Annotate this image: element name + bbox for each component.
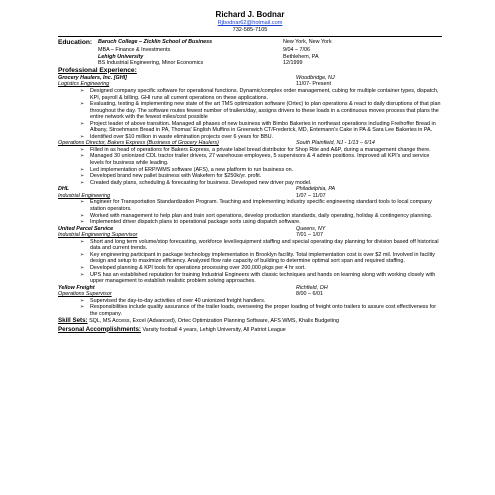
job-location: Philadelphia, PA [296,186,336,193]
job-bullet: ➢ Led implementation of ERP/WMS software (AFS), a new platform to run business on. [58,167,442,174]
job-bullet: ➢ Project leader of above transition. Managed all phases of new business with Bimbo Bakeries in northeast operations including Freihoffer Bread in Albany, Stroehmann Bread in PA, Thomas' English Muffins in Greenwich CT/Frederick, MD, Entemann's Cake in PA & Sara Lee Bakeries in PA. [58,121,442,134]
job-bullet: ➢ Designed company specific software for operational functions. Dynamic/complex order management, cubing for multiple container types, dispatch, KPI, payroll & billing. GHI runs all current operations on these applications. [58,88,442,101]
job-company: Yellow Freight [58,284,95,291]
job-location: South Plainfield, NJ - 1/13 – 6/14 [296,140,375,147]
experience-list [58,75,442,318]
job-title: Logistics Engineering [58,81,110,88]
job-bullet: ➢ Key engineering participant in package technology implementation in Brooklyn facility. Total implementation cost is over $2 mil. Involved in facility design and setup to maximize efficiency. Analyzed flow rate capacity of building to determine optimal sort span and required staffing. [58,252,442,265]
job-title: Industrial Engineering Supervisor [58,232,138,239]
job-entry [58,140,442,186]
job-bullet: ➢ Created daily plans, scheduling & forecasting for business. Developed new driver pay model. [58,180,442,187]
job-bullets [58,298,442,318]
experience-heading: Professional Experience: [58,66,137,74]
job-bullet: ➢ Managed 30 unionized CDL tractor trailer drivers, 27 warehouse employees, 5 supervisors & 4 admin positions. Improved all KPI's and service levels for business while leading. [58,153,442,166]
job-bullets [58,199,442,225]
job-entry [58,226,442,285]
education-school: Baruch College – Zicklin School of Business [98,39,213,45]
skills-label: Skill Sets: [58,317,88,325]
education-location: Bethlehem, PA [283,53,319,60]
job-location: Queens, NY [296,225,326,232]
job-bullet: ➢ Identified over $10 million in waste elimination projects over 6 years for BBU. [58,134,442,141]
job-title: Industrial Engineering [58,192,111,199]
job-dates: 11/07- Present [296,81,331,88]
job-bullet: ➢ Worked with management to help plan and train sort operations, develop production standards, daily operating, holiday & contingency planning. [58,213,442,220]
education-dates: 12/1999 [283,60,303,67]
job-entry [58,285,442,318]
candidate-name: Richard J. Bodnar [215,10,285,19]
email-link[interactable]: Rjbodnar62@hotmail.com [217,20,283,26]
job-company: United Parcel Service [58,225,114,232]
header-divider [58,36,442,37]
education-section [58,39,442,67]
job-dates: 8/00 – 6/01 [296,291,323,298]
job-bullet: ➢ Supervised the day-to-day activities of over 40 unionized freight handlers. [58,298,442,305]
job-title: Operations Supervisor [58,291,112,298]
job-bullets [58,88,442,140]
job-entry [58,186,442,225]
education-heading: Education: [58,39,93,46]
job-bullet: ➢ Responsibilities include quality assurance of the trailer loads, overseeing the proper loading of freight onto trailers to assure cost effectiveness for the company. [58,304,442,317]
job-entry [58,75,442,141]
job-bullet: ➢ Developed brand new pallet business with Wakefern for $250k/yr. profit. [58,173,442,180]
job-bullets [58,239,442,285]
education-degree: BS Industrial Engineering, Minor Economics [98,60,204,67]
job-dates: 1/07 – 11/07 [296,192,326,199]
education-location: New York, New York [283,39,332,45]
resume-header [58,10,442,34]
accomplishments-text: Varsity football 4 years, Lehigh University, All Patriot League [142,326,286,333]
job-dates: 7/01 – 1/07 [296,232,323,239]
education-school: Lehigh University [98,53,144,60]
accomplishments-label: Personal Accomplishments: [58,325,141,333]
job-bullet: ➢ Developed planning & KPI tools for operations processing over 200,000 pkgs per 4 hr sort. [58,265,442,272]
job-bullet: ➢ Filled in as head of operations for Bakers Express, a private label bread distributor for Shop Rite and A&P, during a management change there. [58,147,442,154]
job-bullet: ➢ Engineer for Transportation Standardization Program. Teaching and implementing industry specific engineering standard tools to local company station operators. [58,199,442,212]
resume-page [58,6,442,334]
job-location: Richfield, OH [296,284,328,291]
job-bullet: ➢ Implemented driver dispatch plans to operational package sorts using dispatch software. [58,219,442,226]
job-company: DHL [58,186,70,193]
education-degree: MBA – Finance & Investments [98,47,171,53]
education-dates: 9/04 – 7/06 [283,47,310,53]
skills-text: SQL, MS Access, Excel (Advanced), Ortec Optimization Planning Software, AFS WMS, Khalix Budgeting [89,318,339,325]
job-bullet: ➢ Short and long term volume/stop forecasting, workforce level/equipment staffing and special operating day planning for division based off historical data and current trends. [58,239,442,252]
job-bullets [58,147,442,186]
job-bullet: ➢ Evaluating, testing & implementing new state of the art TMS optimization software (Ortec) to plan operations & react to daily disruptions of that plan throughout the day. The software routes fewest number of trailers/day, assigns drivers to these loads in a continuous moves process that plans the entire network with the fewest miles/cost possible [58,101,442,121]
job-bullet: ➢ UPS has an established reputation for training Industrial Engineers with classic techniques and hands on learning along with working closely with upper management to establish realistic problem solving approaches. [58,272,442,285]
job-title: Operations Director, Bakers Express (Business of Grocery Haulers) [58,140,219,147]
job-location: Woodbridge, NJ [296,74,335,81]
phone-number: 732-585-7105 [232,27,268,33]
accomplishments-line [58,326,442,334]
skills-line [58,317,442,325]
job-company: Grocery Haulers, Inc. [GHI] [58,74,127,81]
